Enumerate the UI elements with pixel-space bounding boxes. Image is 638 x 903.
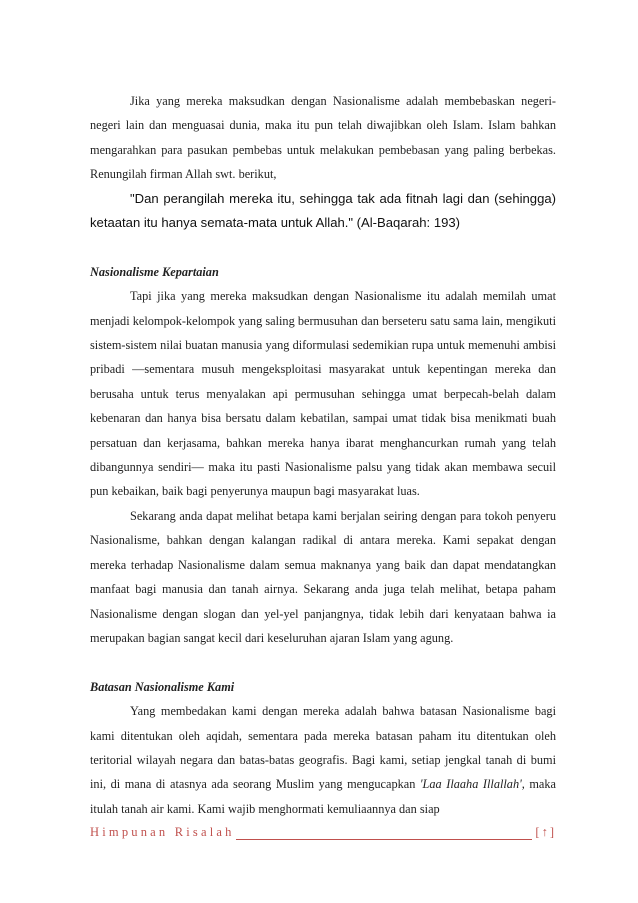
- section-heading-batasan-nasionalisme: Batasan Nasionalisme Kami: [90, 679, 235, 694]
- intro-paragraph: Jika yang mereka maksudkan dengan Nasionalisme adalah membebaskan negeri-negeri lain dan menguasai dunia, maka itu pun telah diwajibkan oleh Islam. Islam bahkan mengarahkan para pasukan pembebas untuk melakukan pembebasan yang paling berbekas. Renungilah firman Allah swt. berikut,: [90, 94, 556, 182]
- paragraph-text: maka itulah tanah air kami. Kami wajib menghormati kemuliaannya dan siap: [90, 777, 556, 816]
- document-body: [90, 89, 556, 821]
- back-to-top-link[interactable]: [↑]: [535, 825, 556, 839]
- spacer: [90, 235, 556, 259]
- section-heading-nasionalisme-kepartaian: Nasionalisme Kepartaian: [90, 264, 219, 279]
- section1-paragraph-2: Sekarang anda dapat melihat betapa kami berjalan seiring dengan para tokoh penyeru Nasionalisme, bahkan dengan kalangan radikal di antara mereka. Kami sepakat dengan mereka terhadap Nasionalisme dalam semua maknanya yang baik dan dapat mendatangkan manfaat bagi manusia dan tanah airnya. Sekarang anda juga telah melihat, betapa paham Nasionalisme dengan slogan dan yel-yel panjangnya, tidak lebih dari kenyataan bahwa ia merupakan bagian sangat kecil dari keseluruhan ajaran Islam yang agung.: [90, 508, 556, 645]
- page-footer: [90, 825, 556, 845]
- spacer: [90, 650, 556, 674]
- footer-rule: [236, 839, 532, 840]
- footer-title: Himpunan Risalah: [90, 825, 235, 839]
- section1-paragraph-1: Tapi jika yang mereka maksudkan dengan Nasionalisme itu adalah memilah umat menjadi kelompok-kelompok yang saling bermusuhan dan berseteru satu sama lain, mengikuti sistem-sistem nilai buatan manusia yang diformulasi sedemikian rupa untuk memenuhi ambisi pribadi —sementara musuh mengeksploitasi masyarakat untuk kepentingan mereka dan berusaha untuk terus menyalakan api permusuhan sehingga umat berpecah-belah dalam kebenaran dan hanya bisa bersatu dalam kebatilan, sampai umat tidak bisa menikmati buah persatuan dan kerjasama, bahkan mereka hanya ibarat menghancurkan rumah yang telah dibangunnya sendiri— maka itu pasti Nasionalisme palsu yang tidak akan membawa secuil pun kebaikan, baik bagi penyerunya maupun bagi masyarakat luas.: [90, 289, 556, 499]
- section2-paragraph-1: [90, 699, 556, 821]
- quran-quote: "Dan perangilah mereka itu, sehingga tak ada fitnah lagi dan (sehingga) ketaatan itu hanya semata-mata untuk Allah." (Al-Baqarah: 193): [90, 190, 556, 231]
- paragraph-text: Yang membedakan kami dengan mereka adalah bahwa batasan Nasionalisme bagi kami ditentukan oleh aqidah, sementara pada mereka batasan paham itu ditentukan oleh teritorial wilayah negara dan batas-batas geografis. Bagi kami, setiap jengkal tanah di bumi ini, di mana di atasnya ada seorang Muslim yang mengucapkan: [90, 704, 556, 792]
- italic-phrase: 'Laa Ilaaha Illallah',: [419, 777, 525, 792]
